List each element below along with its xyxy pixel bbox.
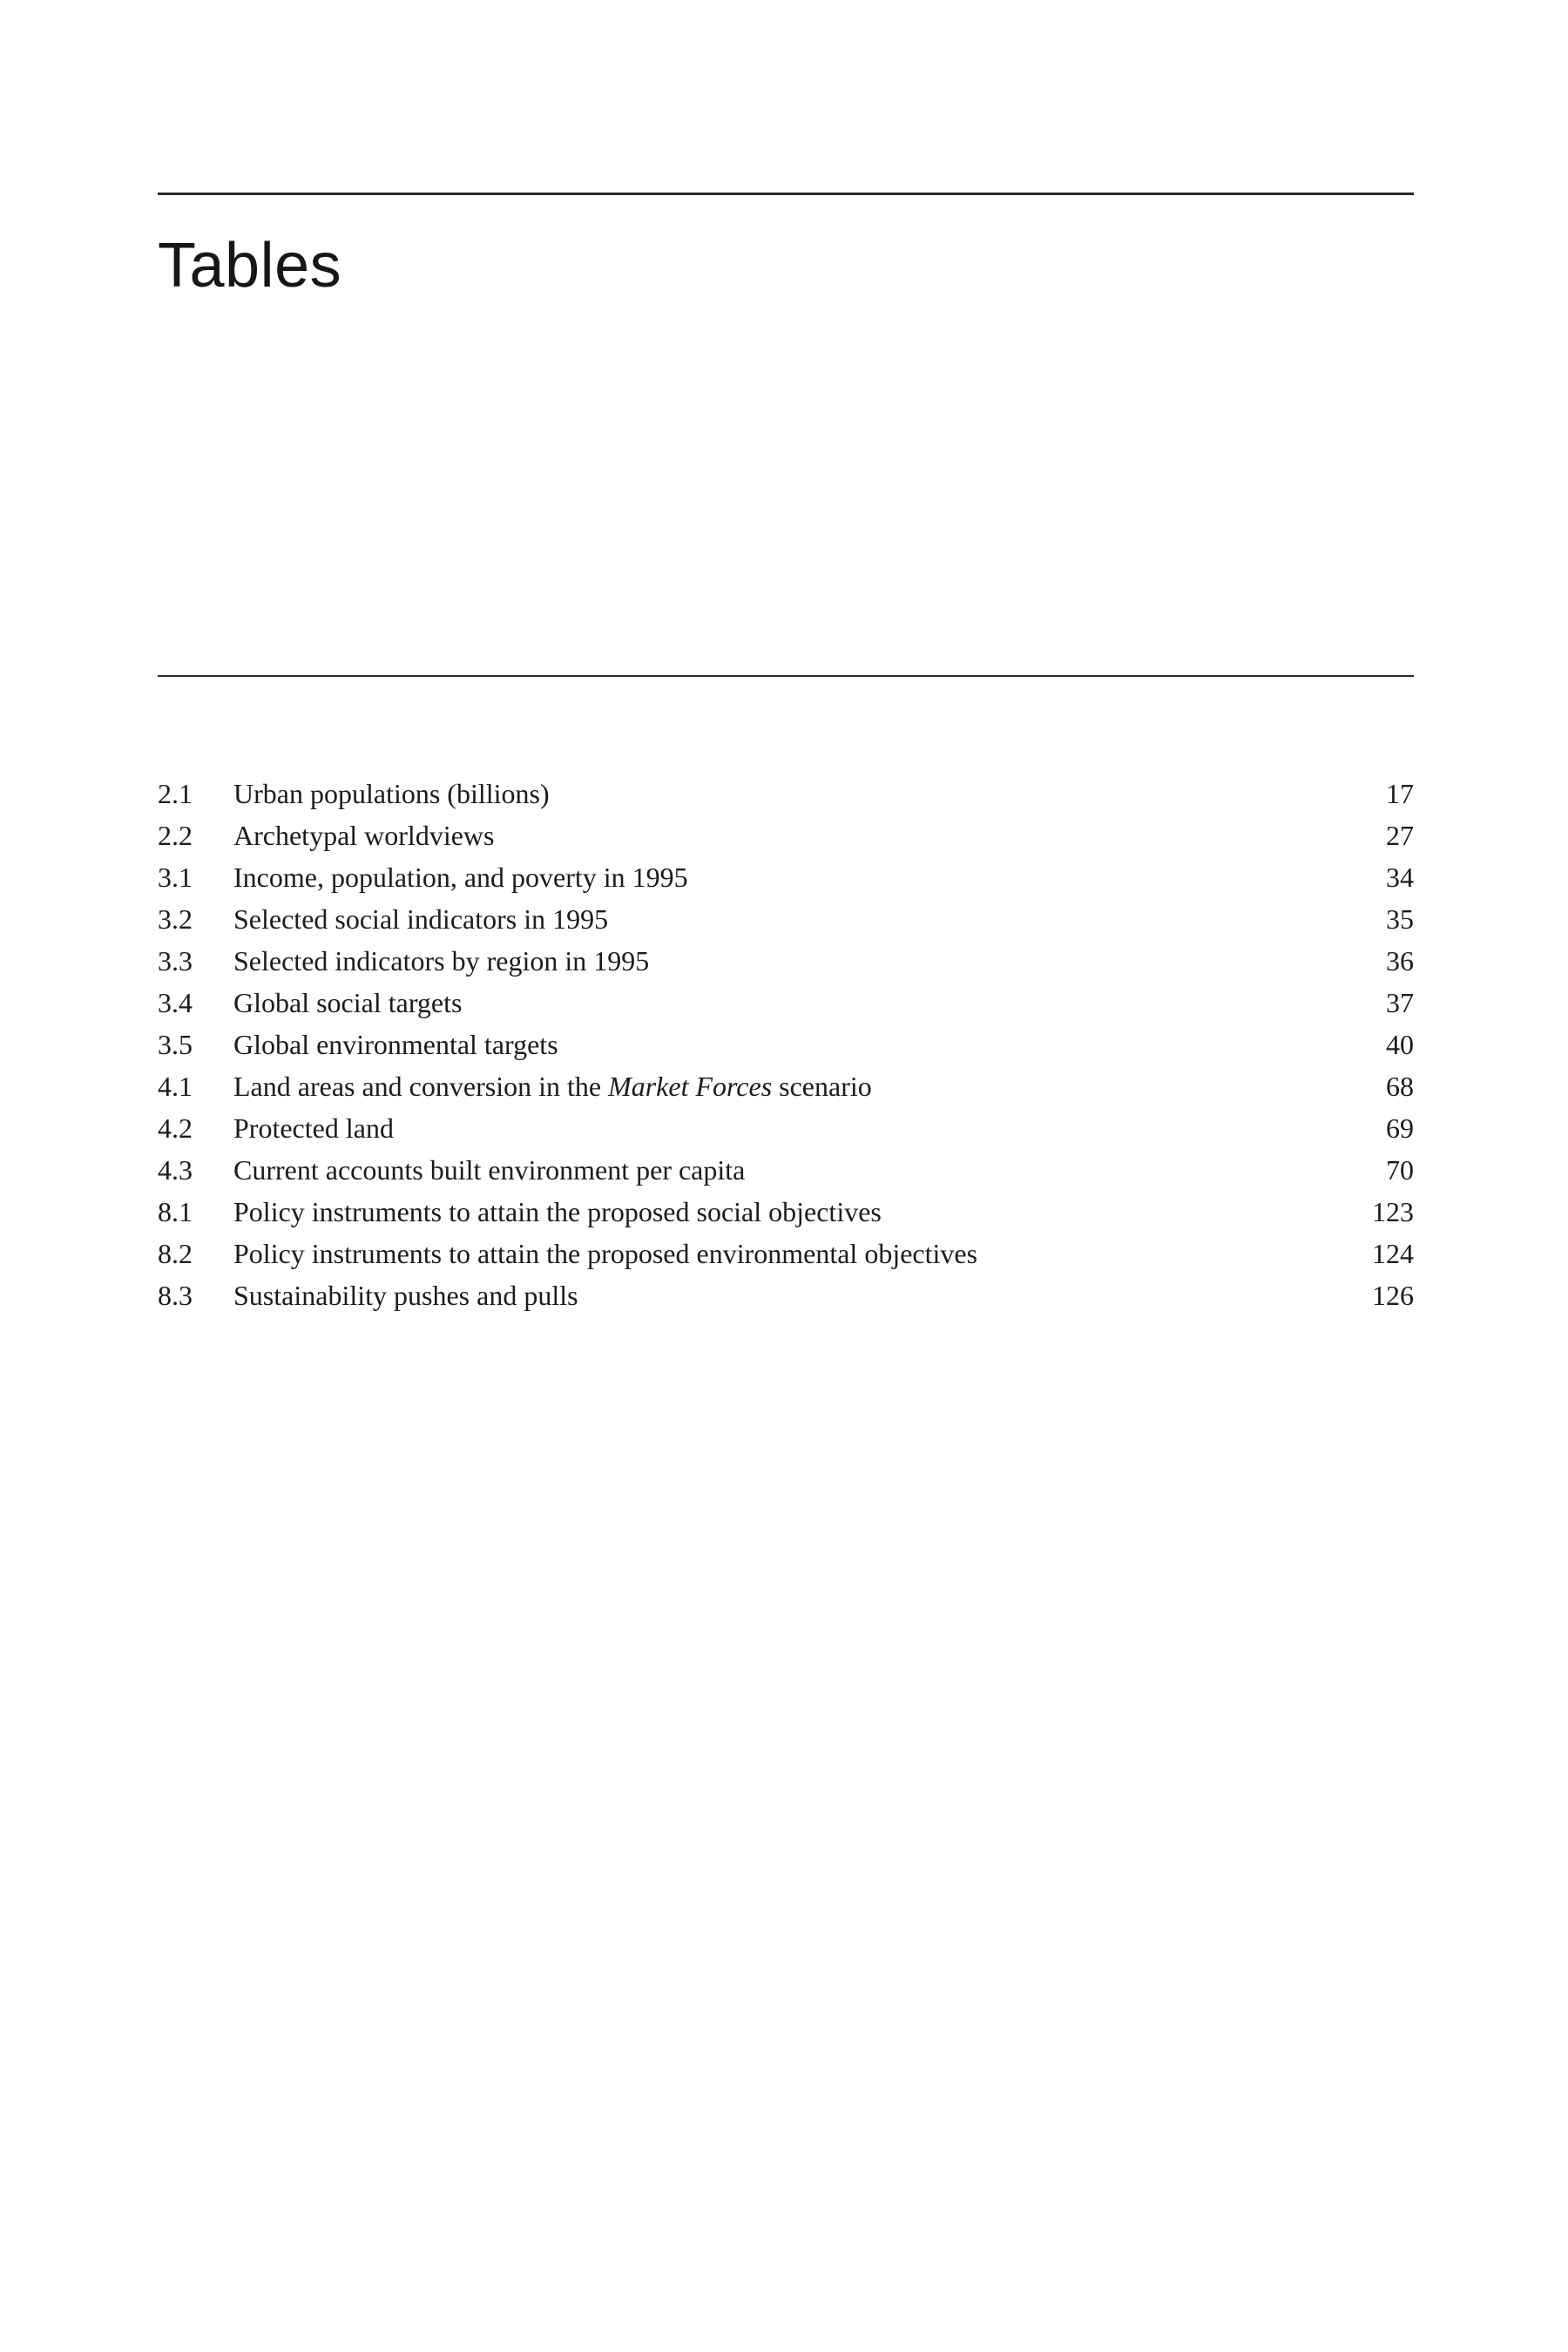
entry-title: Policy instruments to attain the proposed social objectives	[233, 1196, 882, 1228]
whitespace-block	[158, 301, 1414, 675]
entry-title: Global environmental targets	[233, 1029, 558, 1061]
entry-page-number: 35	[1386, 903, 1414, 936]
entry-page-number: 40	[1386, 1029, 1414, 1061]
entry-page-number: 124	[1372, 1238, 1414, 1270]
entry-title: Policy instruments to attain the proposed environmental objectives	[233, 1238, 978, 1270]
tables-list	[158, 773, 1414, 1316]
entry-number: 4.1	[158, 1071, 193, 1103]
entry-title: Global social targets	[233, 987, 463, 1019]
entry-page-number: 17	[1386, 778, 1414, 810]
entry-page-number: 34	[1386, 862, 1414, 894]
table-entry	[158, 940, 1414, 982]
entry-page-number: 68	[1386, 1071, 1414, 1103]
entry-number: 2.1	[158, 778, 193, 810]
entry-number: 3.2	[158, 903, 193, 936]
entry-number: 3.5	[158, 1029, 193, 1061]
entry-number: 2.2	[158, 820, 193, 852]
entry-number: 3.3	[158, 945, 193, 977]
entry-page-number: 36	[1386, 945, 1414, 977]
table-entry	[158, 814, 1414, 856]
entry-page-number: 69	[1386, 1112, 1414, 1145]
entry-title: Current accounts built environment per capita	[233, 1154, 746, 1186]
entry-title: Archetypal worldviews	[233, 820, 495, 852]
table-entry	[158, 1191, 1414, 1233]
page-content	[158, 193, 1414, 1316]
entry-page-number: 123	[1372, 1196, 1414, 1228]
table-entry	[158, 982, 1414, 1024]
table-entry	[158, 1065, 1414, 1107]
entry-title: Income, population, and poverty in 1995	[233, 862, 688, 894]
table-entry	[158, 1107, 1414, 1149]
entry-number: 4.3	[158, 1154, 193, 1186]
entry-number: 8.3	[158, 1280, 193, 1312]
entry-number: 3.1	[158, 862, 193, 894]
whitespace-block	[158, 677, 1414, 773]
table-entry	[158, 856, 1414, 898]
table-entry	[158, 1233, 1414, 1274]
entry-title: Land areas and conversion in the Market Forces scenario	[233, 1071, 872, 1103]
entry-title: Selected indicators by region in 1995	[233, 945, 650, 977]
table-entry	[158, 1274, 1414, 1316]
entry-page-number: 27	[1386, 820, 1414, 852]
entry-number: 4.2	[158, 1112, 193, 1145]
entry-page-number: 37	[1386, 987, 1414, 1019]
entry-page-number: 126	[1372, 1280, 1414, 1312]
entry-title: Urban populations (billions)	[233, 778, 550, 810]
entry-page-number: 70	[1386, 1154, 1414, 1186]
top-divider	[158, 193, 1414, 195]
entry-number: 8.1	[158, 1196, 193, 1228]
entry-title: Protected land	[233, 1112, 394, 1145]
entry-number: 3.4	[158, 987, 193, 1019]
entry-number: 8.2	[158, 1238, 193, 1270]
table-entry	[158, 1024, 1414, 1065]
table-entry	[158, 898, 1414, 940]
table-entry	[158, 1149, 1414, 1191]
table-entry	[158, 773, 1414, 814]
entry-title: Sustainability pushes and pulls	[233, 1280, 578, 1312]
page-title: Tables	[158, 231, 342, 301]
entry-title: Selected social indicators in 1995	[233, 903, 609, 936]
